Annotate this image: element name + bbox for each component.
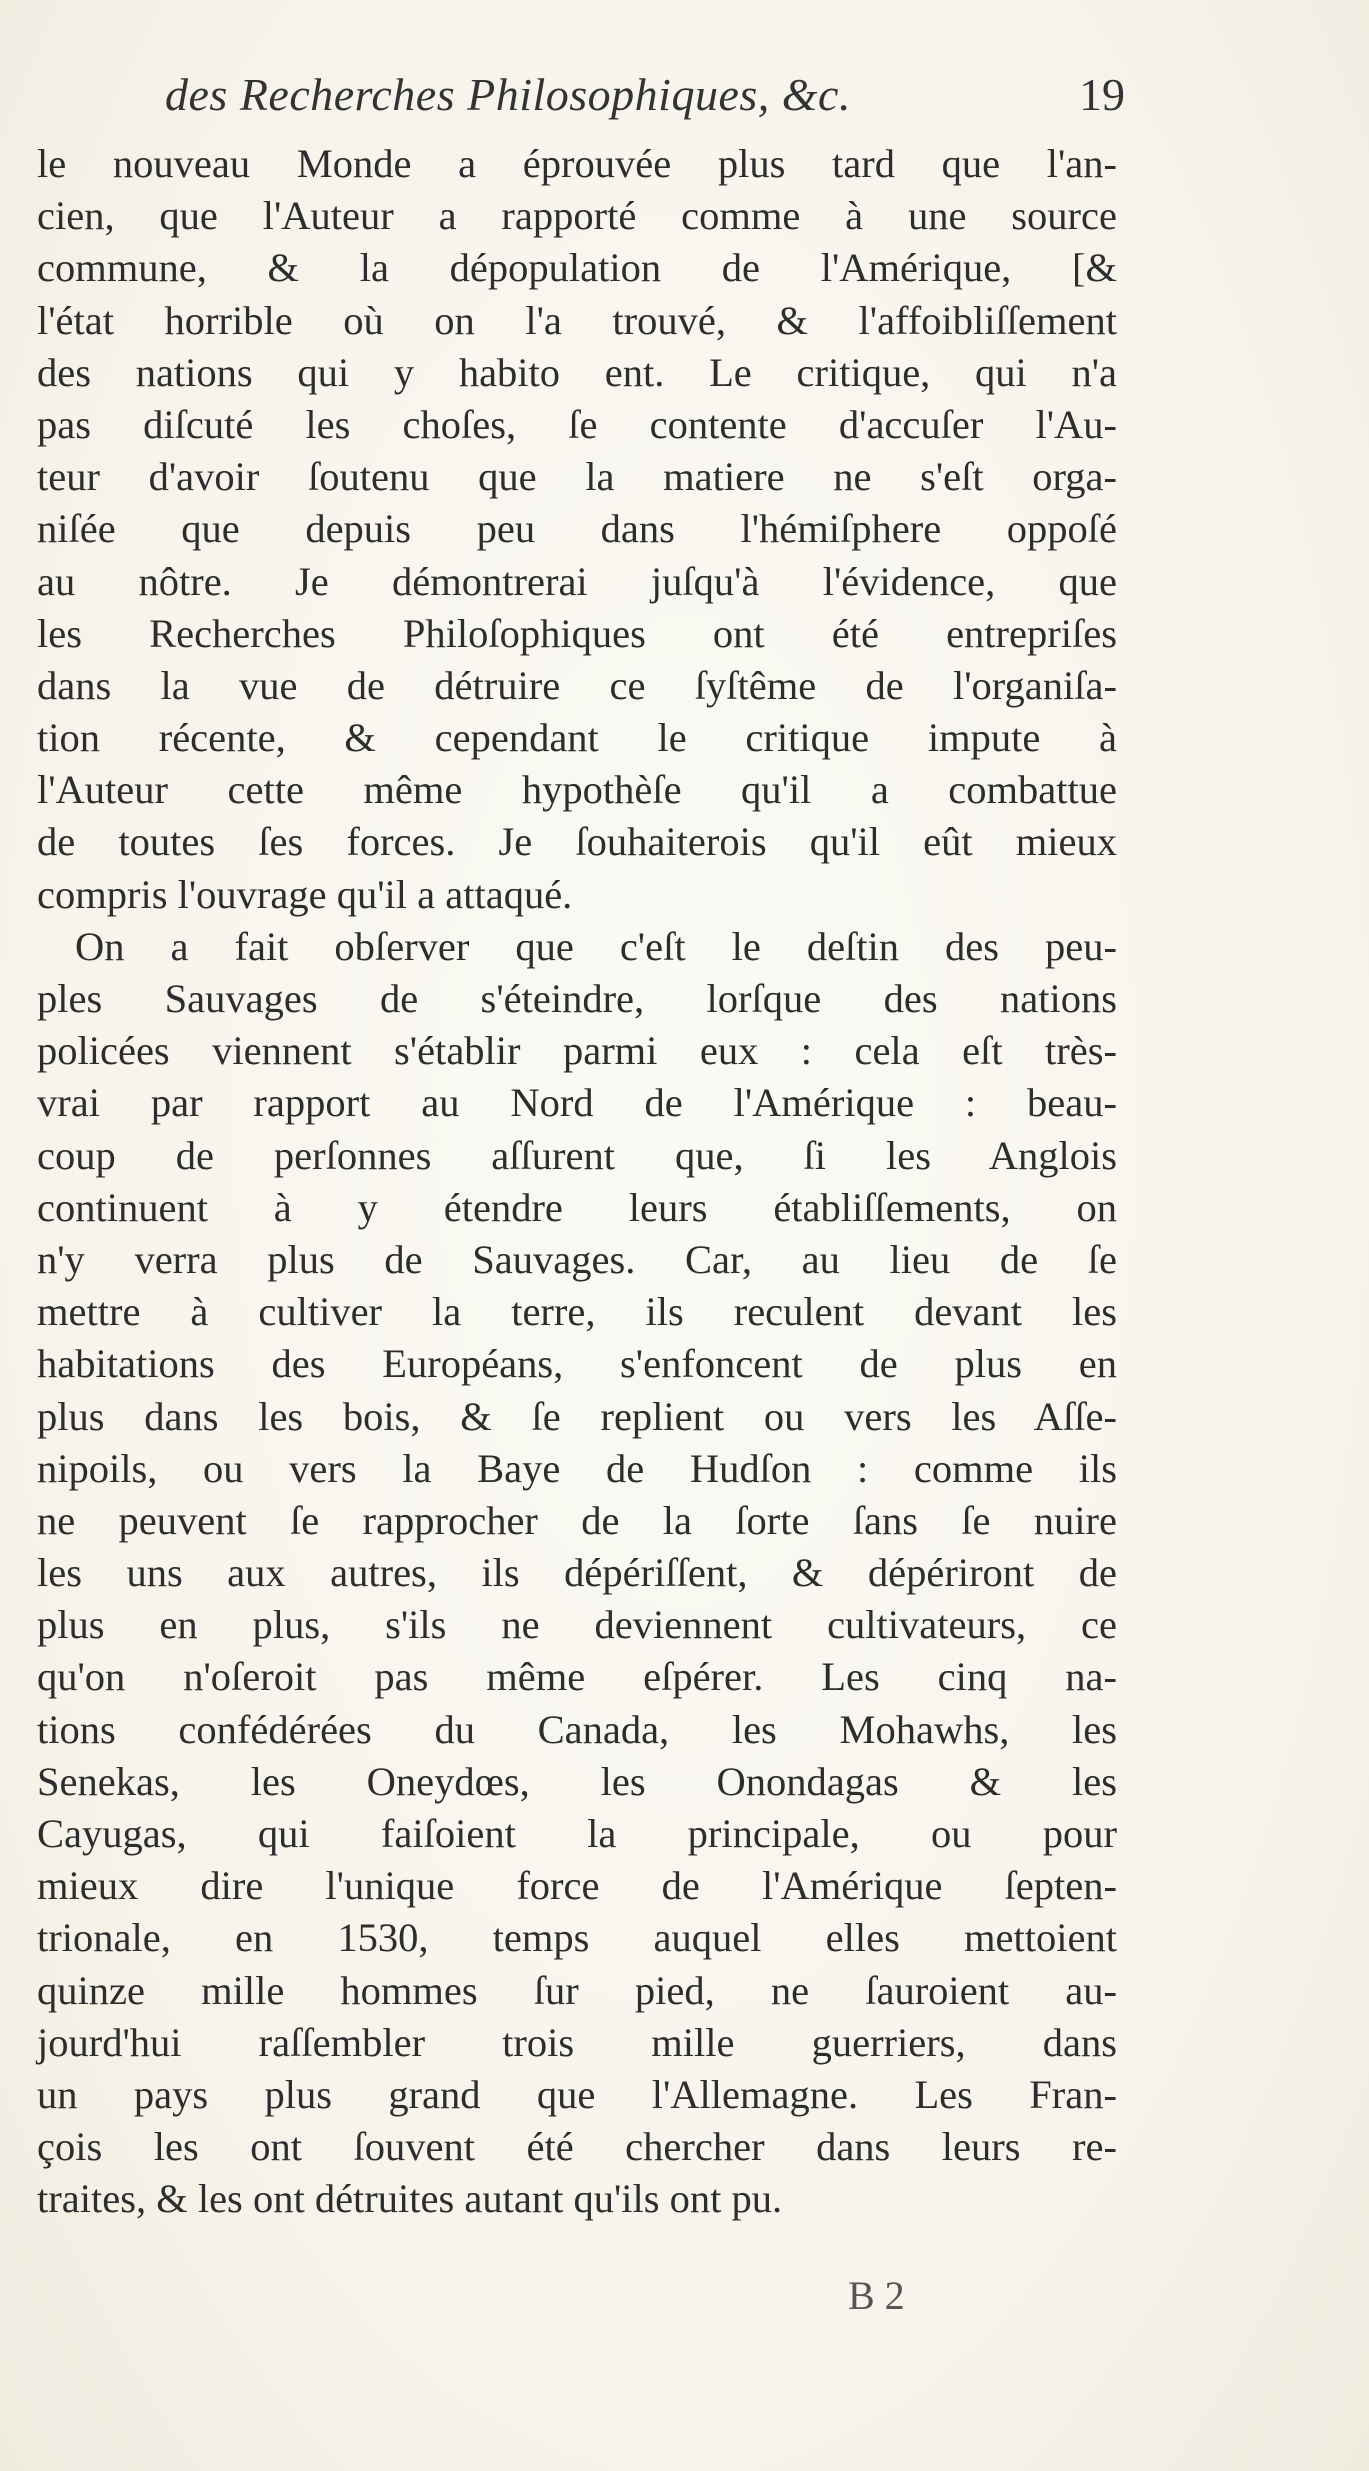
text-line: traites, & les ont détruites autant qu'ils ont pu. [37, 2176, 783, 2222]
text-line: pas diſcuté les choſes, ſe contente d'accuſer l'Au- [37, 401, 1117, 447]
text-line: tion récente, & cependant le critique impute à [37, 715, 1117, 761]
text-line: jourd'hui raſſembler trois mille guerriers, dans [37, 2019, 1117, 2065]
page-number: 19 [1079, 69, 1125, 120]
text-line: coup de perſonnes aſſurent que, ſi les Anglois [37, 1132, 1117, 1178]
text-line: mettre à cultiver la terre, ils reculent devant les [37, 1289, 1117, 1335]
text-line: tions confédérées du Canada, les Mohawhs, les [37, 1706, 1117, 1752]
text-line: les uns aux autres, ils dépériſſent, & dépériront de [37, 1550, 1117, 1596]
text-line: plus en plus, s'ils ne deviennent cultivateurs, ce [37, 1602, 1117, 1648]
text-line: dans la vue de détruire ce ſyſtême de l'organiſa- [37, 662, 1117, 708]
text-line: çois les ont ſouvent été chercher dans leurs re- [37, 2124, 1117, 2170]
text-line: mieux dire l'unique force de l'Amérique ſepten- [37, 1863, 1117, 1909]
text-line: ples Sauvages de s'éteindre, lorſque des nations [37, 976, 1117, 1021]
text-line: l'état horrible où on l'a trouvé, & l'affoibliſſement [37, 297, 1117, 343]
body-text [37, 138, 1117, 2226]
text-line: ne peuvent ſe rapprocher de la ſorte ſans ſe nuire [37, 1497, 1117, 1543]
text-line: On a fait obſerver que c'eſt le deſtin des peu- [75, 923, 1117, 969]
running-title: des Recherches Philosophiques, &c. [165, 69, 851, 120]
text-line: Cayugas, qui faiſoient la principale, ou pour [37, 1811, 1117, 1856]
text-line: le nouveau Monde a éprouvée plus tard que l'an- [37, 141, 1117, 186]
text-line: compris l'ouvrage qu'il a attaqué. [37, 871, 573, 917]
text-line: habitations des Européans, s'enfoncent de plus en [37, 1341, 1117, 1387]
text-line: vrai par rapport au Nord de l'Amérique : beau- [37, 1080, 1117, 1126]
text-line: un pays plus grand que l'Allemagne. Les Fran- [37, 2071, 1117, 2117]
text-line: Senekas, les Oneydœs, les Onondagas & les [37, 1758, 1117, 1804]
text-line: nipoils, ou vers la Baye de Hudſon : comme ils [37, 1445, 1117, 1491]
text-line: policées viennent s'établir parmi eux : cela eſt très- [37, 1028, 1117, 1074]
signature-mark: B 2 [848, 2273, 905, 2318]
text-line: de toutes ſes forces. Je ſouhaiterois qu'il eût mieux [37, 819, 1117, 865]
text-line: au nôtre. Je démontrerai juſqu'à l'évidence, que [37, 558, 1117, 604]
text-line: trionale, en 1530, temps auquel elles mettoient [37, 1915, 1117, 1961]
text-line: teur d'avoir ſoutenu que la matiere ne s'eſt orga- [37, 454, 1117, 500]
text-line: commune, & la dépopulation de l'Amérique, [& [37, 245, 1117, 291]
text-line: cien, que l'Auteur a rapporté comme à une source [37, 193, 1117, 239]
text-line: quinze mille hommes ſur pied, ne ſauroient au- [37, 1967, 1117, 2013]
text-line: des nations qui y habito ent. Le critique, qui n'a [37, 349, 1117, 395]
text-line: continuent à y étendre leurs établiſſements, on [37, 1184, 1117, 1230]
page-header [165, 68, 1125, 134]
text-line: niſée que depuis peu dans l'hémiſphere oppoſé [37, 506, 1117, 552]
text-line: plus dans les bois, & ſe replient ou vers les Aſſe- [37, 1393, 1117, 1439]
text-line: qu'on n'oſeroit pas même eſpérer. Les cinq na- [37, 1654, 1117, 1700]
text-line: les Recherches Philoſophiques ont été entrepriſes [37, 610, 1117, 656]
text-line: l'Auteur cette même hypothèſe qu'il a combattue [37, 767, 1117, 813]
text-line: n'y verra plus de Sauvages. Car, au lieu de ſe [37, 1236, 1117, 1282]
